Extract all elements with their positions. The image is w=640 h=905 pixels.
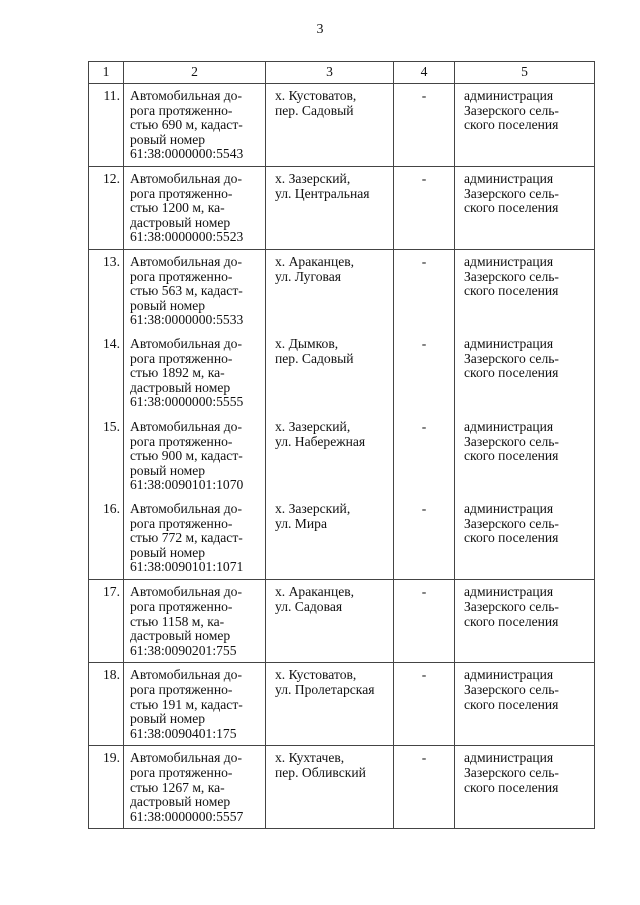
owner-cell — [455, 415, 595, 497]
owner-cell — [455, 166, 595, 249]
object-name-cell — [124, 415, 266, 497]
cell-line: ул. Пролетарская — [275, 682, 375, 697]
cell-line: Зазерского сель- — [464, 515, 559, 531]
cell-line: х. Зазерский, — [275, 500, 351, 516]
column-4-cell: - — [394, 415, 455, 497]
cell-line: рога протяженно- — [130, 102, 233, 118]
cell-line: ровый номер — [130, 544, 206, 560]
header-cell-1: 1 — [89, 62, 124, 84]
object-name-cell — [124, 746, 266, 829]
cell-line: Автомобильная до- — [130, 88, 242, 103]
object-name-cell — [124, 580, 266, 663]
cell-line: ского поселения — [464, 283, 559, 299]
cell-line: Автомобильная до- — [130, 418, 242, 434]
owner-cell — [455, 249, 595, 331]
row-number-cell: 17. — [89, 580, 124, 663]
column-4-cell: - — [394, 332, 455, 415]
header-row — [89, 62, 595, 84]
cell-line: Зазерского сель- — [464, 102, 559, 118]
address-cell — [266, 332, 394, 415]
cell-line: Автомобильная до- — [130, 500, 242, 516]
column-4-cell: - — [394, 166, 455, 249]
cell-line: Зазерского сель- — [464, 765, 559, 780]
cell-line: пер. Садовый — [275, 102, 354, 118]
cell-line: ского поселения — [464, 779, 559, 795]
row-number-cell: 16. — [89, 497, 124, 580]
owner-cell — [455, 746, 595, 829]
cell-line: Зазерского сель- — [464, 268, 559, 284]
cell-line: ул. Мира — [275, 515, 327, 531]
address-cell — [266, 497, 394, 580]
cell-line: х. Кухтачев, — [275, 750, 345, 766]
cell-line: Автомобильная до- — [130, 170, 242, 186]
address-cell — [266, 663, 394, 746]
row-number-cell: 11. — [89, 84, 124, 167]
cell-line: рога протяженно- — [130, 599, 233, 614]
table-row — [89, 580, 595, 663]
address-cell — [266, 166, 394, 249]
cell-line: ровый номер — [130, 462, 206, 478]
cell-line: х. Кустоватов, — [275, 88, 357, 103]
cell-line: Автомобильная до- — [130, 584, 242, 600]
cell-line: х. Араканцев, — [275, 584, 355, 600]
table-row — [89, 84, 595, 167]
cell-line: рога протяженно- — [130, 268, 233, 284]
cell-line: ского поселения — [464, 365, 559, 381]
owner-cell — [455, 497, 595, 580]
cell-line: 61:38:0000000:5533 — [130, 312, 244, 328]
cell-line: пер. Обливский — [275, 765, 366, 780]
cell-line: 61:38:0000000:5523 — [130, 229, 244, 245]
cell-line: ровый номер — [130, 297, 206, 313]
cell-line: стью 1892 м, ка- — [130, 365, 225, 381]
cell-line: Зазерского сель- — [464, 350, 559, 366]
table-row — [89, 332, 595, 415]
cell-line: ул. Центральная — [275, 185, 370, 201]
cell-line: Зазерского сель- — [464, 433, 559, 449]
column-4-cell: - — [394, 663, 455, 746]
cell-line: 61:38:0000000:5555 — [130, 394, 244, 410]
page-number: 3 — [316, 22, 324, 37]
cell-line: администрация — [464, 500, 554, 516]
column-4-cell: - — [394, 746, 455, 829]
cell-line: администрация — [464, 418, 554, 434]
cell-line: ского поселения — [464, 613, 559, 629]
owner-cell — [455, 332, 595, 415]
address-cell — [266, 746, 394, 829]
cell-line: Зазерского сель- — [464, 682, 559, 697]
object-name-cell — [124, 166, 266, 249]
cell-line: стью 690 м, кадаст- — [130, 117, 243, 133]
table-row — [89, 497, 595, 580]
address-cell — [266, 580, 394, 663]
table-row — [89, 746, 595, 829]
row-number-cell: 12. — [89, 166, 124, 249]
table-row — [89, 663, 595, 746]
column-4-cell: - — [394, 249, 455, 331]
cell-line: рога протяженно- — [130, 765, 233, 780]
address-cell — [266, 84, 394, 167]
table-row — [89, 415, 595, 497]
header-cell-3: 3 — [266, 62, 394, 84]
cell-line: 61:38:0090201:755 — [130, 642, 237, 658]
object-name-cell — [124, 663, 266, 746]
cell-line: 61:38:0000000:5557 — [130, 808, 244, 824]
owner-cell — [455, 84, 595, 167]
column-4-cell: - — [394, 497, 455, 580]
cell-line: стью 191 м, кадаст- — [130, 696, 243, 712]
cell-line: рога протяженно- — [130, 185, 233, 201]
address-cell — [266, 415, 394, 497]
cell-line: рога протяженно- — [130, 515, 233, 531]
object-name-cell — [124, 332, 266, 415]
cell-line: ского поселения — [464, 448, 559, 464]
cell-line: х. Кустоватов, — [275, 667, 357, 683]
cell-line: ул. Набережная — [275, 433, 366, 449]
row-number-cell: 15. — [89, 415, 124, 497]
cell-line: ского поселения — [464, 117, 559, 133]
cell-line: 61:38:0090101:1070 — [130, 477, 244, 493]
cell-line: администрация — [464, 88, 554, 103]
roads-table — [88, 61, 595, 829]
table-row — [89, 166, 595, 249]
object-name-cell — [124, 249, 266, 331]
cell-line: 61:38:0000000:5543 — [130, 146, 244, 162]
cell-line: дастровый номер — [130, 794, 231, 810]
cell-line: администрация — [464, 253, 554, 269]
cell-line: ровый номер — [130, 131, 206, 147]
column-4-cell: - — [394, 580, 455, 663]
owner-cell — [455, 663, 595, 746]
cell-line: х. Зазерский, — [275, 418, 351, 434]
header-cell-5: 5 — [455, 62, 595, 84]
cell-line: ского поселения — [464, 530, 559, 546]
cell-line: администрация — [464, 750, 554, 766]
cell-line: ул. Садовая — [275, 599, 343, 614]
cell-line: стью 900 м, кадаст- — [130, 448, 243, 464]
cell-line: рога протяженно- — [130, 350, 233, 366]
owner-cell — [455, 580, 595, 663]
row-number-cell: 18. — [89, 663, 124, 746]
cell-line: дастровый номер — [130, 214, 231, 230]
cell-line: стью 563 м, кадаст- — [130, 283, 243, 299]
cell-line: дастровый номер — [130, 379, 231, 395]
header-cell-2: 2 — [124, 62, 266, 84]
cell-line: Автомобильная до- — [130, 335, 242, 351]
cell-line: пер. Садовый — [275, 350, 354, 366]
cell-line: Автомобильная до- — [130, 253, 242, 269]
cell-line: рога протяженно- — [130, 682, 233, 697]
cell-line: администрация — [464, 335, 554, 351]
row-number-cell: 19. — [89, 746, 124, 829]
cell-line: администрация — [464, 584, 554, 600]
header-cell-4: 4 — [394, 62, 455, 84]
cell-line: рога протяженно- — [130, 433, 233, 449]
cell-line: Зазерского сель- — [464, 599, 559, 614]
object-name-cell — [124, 497, 266, 580]
row-number-cell: 14. — [89, 332, 124, 415]
cell-line: стью 1200 м, ка- — [130, 200, 225, 216]
cell-line: дастровый номер — [130, 628, 231, 644]
cell-line: х. Дымков, — [275, 335, 339, 351]
cell-line: ул. Луговая — [275, 268, 342, 284]
cell-line: администрация — [464, 667, 554, 683]
cell-line: ского поселения — [464, 696, 559, 712]
address-cell — [266, 249, 394, 331]
cell-line: х. Араканцев, — [275, 253, 355, 269]
object-name-cell — [124, 84, 266, 167]
cell-line: Зазерского сель- — [464, 185, 559, 201]
row-number-cell: 13. — [89, 249, 124, 331]
cell-line: Автомобильная до- — [130, 667, 242, 683]
column-4-cell: - — [394, 84, 455, 167]
cell-line: администрация — [464, 170, 554, 186]
cell-line: 61:38:0090401:175 — [130, 725, 237, 741]
cell-line: ровый номер — [130, 711, 206, 727]
cell-line: 61:38:0090101:1071 — [130, 559, 244, 575]
cell-line: стью 1267 м, ка- — [130, 779, 225, 795]
cell-line: стью 772 м, кадаст- — [130, 530, 243, 546]
cell-line: Автомобильная до- — [130, 750, 242, 766]
cell-line: х. Зазерский, — [275, 170, 351, 186]
cell-line: стью 1158 м, ка- — [130, 613, 225, 629]
cell-line: ского поселения — [464, 200, 559, 216]
table-row — [89, 249, 595, 331]
